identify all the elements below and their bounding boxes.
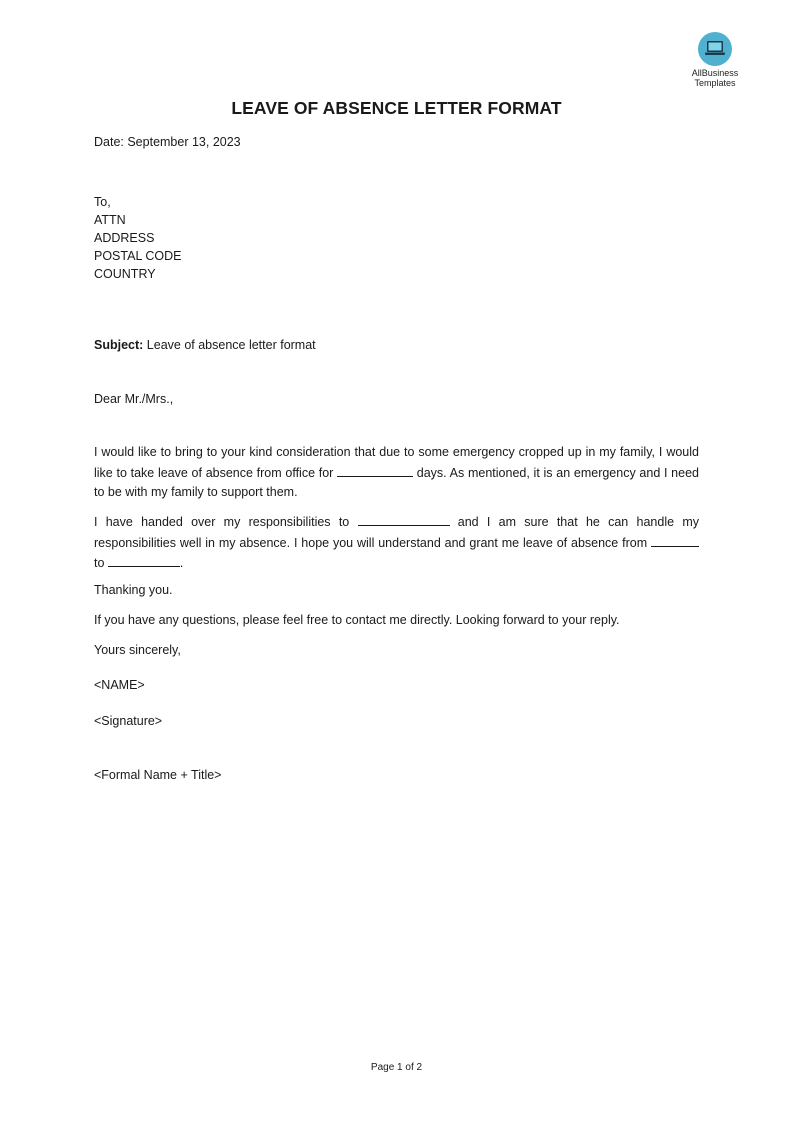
thanking-line: Thanking you. bbox=[94, 583, 173, 597]
paragraph-leave-request-part2: days. As mentioned, it is an emergency and I need to be with my family to support them. bbox=[94, 465, 699, 499]
start-date-blank bbox=[651, 533, 699, 547]
salutation: Dear Mr./Mrs., bbox=[94, 392, 174, 406]
company-logo bbox=[684, 32, 746, 88]
address-postal-code: POSTAL CODE bbox=[94, 249, 182, 263]
closing-line: Yours sincerely, bbox=[94, 643, 181, 657]
questions-line: If you have any questions, please feel free to contact me directly. Looking forward to your reply. bbox=[94, 613, 620, 627]
address-country: COUNTRY bbox=[94, 267, 156, 281]
address-line: ADDRESS bbox=[94, 231, 155, 245]
laptop-icon bbox=[698, 32, 732, 66]
signature-placeholder: <Signature> bbox=[94, 714, 163, 728]
paragraph-leave-request bbox=[94, 443, 699, 503]
subject-line bbox=[94, 336, 316, 354]
paragraph-handover bbox=[94, 512, 699, 574]
name-placeholder: <NAME> bbox=[94, 678, 145, 692]
paragraph-leave-request-part1: I would like to bring to your kind consideration that due to some emergency cropped up in my family, I would like to take leave of absence from office for bbox=[94, 445, 699, 480]
address-to: To, bbox=[94, 195, 111, 209]
paragraph-handover-part1: I have handed over my responsibilities to bbox=[94, 515, 350, 529]
end-date-blank bbox=[108, 553, 180, 567]
document-title: LEAVE OF ABSENCE LETTER FORMAT bbox=[231, 98, 562, 118]
logo-text-line1: AllBusiness bbox=[691, 68, 739, 78]
subject-label: Subject: bbox=[94, 338, 144, 352]
logo-text-line2: Templates bbox=[694, 78, 736, 88]
paragraph-handover-end: . bbox=[179, 556, 184, 570]
page-number: Page 1 of 2 bbox=[370, 1062, 423, 1073]
handover-name-blank bbox=[358, 512, 450, 526]
paragraph-handover-to: to bbox=[94, 556, 105, 570]
subject-text: Leave of absence letter format bbox=[146, 338, 316, 352]
formal-name-placeholder: <Formal Name + Title> bbox=[94, 768, 222, 782]
days-blank bbox=[337, 463, 413, 477]
date-line: Date: September 13, 2023 bbox=[94, 135, 241, 149]
paragraph-handover-part2: and I am sure that he can handle my responsibilities well in my absence. I hope you will understand and grant me leave of absence from bbox=[94, 515, 699, 550]
address-attn: ATTN bbox=[94, 213, 126, 227]
